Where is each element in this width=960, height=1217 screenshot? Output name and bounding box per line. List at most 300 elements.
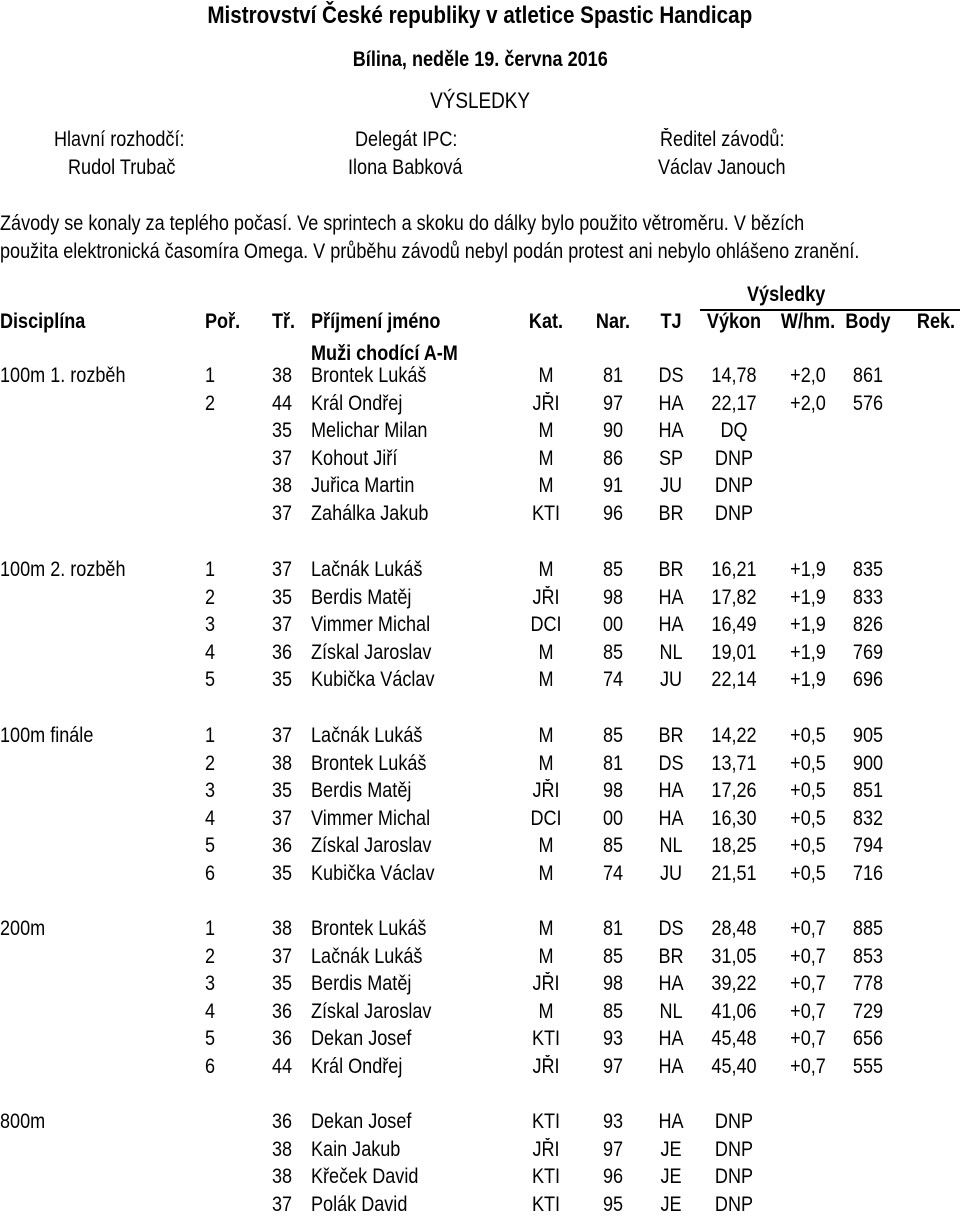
- class-cell: [272, 1165, 295, 1189]
- result-cell: [718, 419, 750, 443]
- result-cell-text: DNP: [714, 1110, 754, 1133]
- points-cell: [850, 558, 885, 582]
- wind-cell-text: +0,7: [790, 1054, 826, 1078]
- col-discipline: [0, 310, 99, 334]
- birth-year-cell: [601, 586, 624, 610]
- result-cell-text: DNP: [714, 1192, 754, 1216]
- points-cell-text: 769: [852, 640, 884, 664]
- official-name: Rudol Trubač: [67, 156, 175, 179]
- athlete-name-cell: [311, 447, 411, 471]
- club-cell-text: HA: [658, 806, 684, 830]
- result-cell: [708, 1000, 761, 1024]
- place-cell-text: 4: [205, 999, 216, 1023]
- wind-cell: [787, 752, 828, 776]
- wind-cell-text: +0,5: [790, 834, 826, 857]
- wind-cell: [787, 862, 828, 886]
- class-cell-text: 36: [272, 640, 293, 664]
- athlete-name-cell-text: Melichar Milan: [311, 419, 428, 442]
- points-cell: [850, 779, 885, 803]
- birth-year-cell: [601, 752, 624, 776]
- class-cell: [272, 392, 295, 416]
- points-cell-text: 832: [852, 806, 884, 830]
- club-cell: [656, 1027, 685, 1051]
- result-cell: [708, 586, 761, 610]
- athlete-name-cell: [311, 752, 445, 776]
- class-cell-text: 38: [272, 917, 293, 940]
- category-cell-text: M: [538, 668, 554, 691]
- result-cell-text: DNP: [714, 1137, 754, 1161]
- result-cell: [708, 917, 761, 941]
- event-date-location: [0, 48, 960, 72]
- wind-cell-text: +2,0: [790, 391, 826, 415]
- class-cell-text: 36: [272, 834, 293, 857]
- place-cell: [205, 807, 217, 831]
- category-cell: [528, 807, 564, 831]
- result-cell: [712, 447, 756, 471]
- category-cell: [530, 1027, 563, 1051]
- points-cell-text: 576: [852, 391, 884, 415]
- discipline-label-text: 200m: [0, 917, 46, 940]
- result-cell-text: DQ: [720, 419, 748, 442]
- athlete-name-cell: [311, 474, 431, 498]
- official-chief-referee: [30, 126, 230, 182]
- birth-year-cell-text: 97: [602, 1137, 624, 1161]
- notes-line-2: [0, 240, 960, 264]
- place-cell-text: 1: [205, 558, 216, 581]
- place-cell-text: 2: [205, 944, 216, 968]
- class-cell-text: 37: [272, 944, 293, 968]
- athlete-name-cell-text: Kubička Václav: [311, 668, 435, 691]
- category-cell-text: KTI: [531, 1192, 561, 1216]
- birth-year-cell-text: 85: [602, 999, 624, 1023]
- points-cell: [850, 834, 885, 858]
- place-cell-text: 6: [205, 861, 216, 885]
- wind-cell-text: +0,7: [790, 1027, 826, 1050]
- result-cell: [708, 668, 761, 692]
- club-cell: [656, 945, 685, 969]
- points-cell-text: 729: [852, 999, 884, 1023]
- athlete-name-cell-text: Brontek Lukáš: [311, 364, 427, 387]
- birth-year-cell-text: 97: [602, 391, 624, 415]
- category-cell: [537, 752, 555, 776]
- points-cell-text: 851: [852, 779, 884, 802]
- official-name: Ilona Babková: [348, 156, 463, 179]
- category-cell: [537, 1000, 555, 1024]
- col-category-text: Kat.: [528, 310, 564, 333]
- birth-year-cell-text: 81: [602, 751, 624, 775]
- points-cell: [850, 862, 885, 886]
- category-cell-text: KTI: [531, 1027, 561, 1050]
- category-cell-text: M: [538, 999, 554, 1023]
- class-cell: [272, 474, 295, 498]
- wind-cell: [787, 724, 828, 748]
- class-cell-text: 38: [272, 474, 293, 497]
- result-cell: [708, 807, 761, 831]
- class-cell-text: 37: [272, 1192, 293, 1216]
- birth-year-cell: [601, 613, 624, 637]
- birth-year-cell: [601, 502, 624, 526]
- athlete-name-cell-text: Získal Jaroslav: [311, 834, 432, 857]
- results-group-header: [747, 283, 838, 307]
- athlete-name-cell-text: Dekan Josef: [311, 1110, 412, 1133]
- club-cell-text: HA: [658, 1027, 684, 1050]
- result-cell: [712, 1165, 756, 1189]
- club-cell-text: JU: [659, 861, 683, 885]
- place-cell-text: 2: [205, 391, 216, 415]
- class-cell-text: 35: [272, 861, 293, 885]
- athlete-name-cell-text: Kohout Jiří: [311, 446, 398, 470]
- athlete-name-cell: [311, 641, 451, 665]
- birth-year-cell-text: 85: [602, 834, 624, 857]
- place-cell: [205, 862, 217, 886]
- class-cell: [272, 917, 295, 941]
- class-cell: [272, 364, 295, 388]
- place-cell-text: 3: [205, 972, 216, 995]
- notes-line-2-text: použita elektronická časomíra Omega. V průběhu závodů nebyl podán protest ani nebylo ohlášeno zranění.: [0, 240, 860, 263]
- club-cell: [656, 392, 685, 416]
- class-cell-text: 38: [272, 1165, 293, 1188]
- result-cell: [708, 1055, 761, 1079]
- club-cell-text: SP: [658, 446, 684, 470]
- category-cell: [528, 613, 564, 637]
- wind-cell: [787, 668, 828, 692]
- place-cell: [205, 1027, 217, 1051]
- result-cell: [708, 752, 761, 776]
- discipline-label: [0, 558, 146, 582]
- category-cell: [537, 917, 555, 941]
- results-heading: [0, 88, 960, 114]
- discipline-label-text: 100m finále: [0, 724, 94, 747]
- class-cell-text: 38: [272, 1137, 293, 1161]
- wind-cell-text: +0,5: [790, 724, 826, 747]
- class-cell-text: 37: [272, 613, 293, 636]
- points-cell-text: 900: [852, 751, 884, 775]
- result-cell-text: 39,22: [711, 972, 757, 995]
- wind-cell-text: +0,7: [790, 917, 826, 940]
- club-cell-text: HA: [658, 1054, 684, 1078]
- class-cell: [272, 1193, 295, 1217]
- wind-cell: [787, 1027, 828, 1051]
- class-cell: [272, 419, 295, 443]
- club-cell-text: BR: [658, 558, 684, 581]
- result-cell-text: DNP: [714, 446, 754, 470]
- category-cell: [537, 724, 555, 748]
- athlete-name-cell: [311, 1000, 451, 1024]
- points-cell: [850, 945, 885, 969]
- birth-year-cell-text: 85: [602, 558, 624, 581]
- points-cell: [850, 586, 885, 610]
- athlete-name-cell: [311, 917, 445, 941]
- col-place-text: Poř.: [205, 310, 241, 333]
- result-cell-text: 22,14: [711, 668, 757, 691]
- club-cell: [656, 558, 685, 582]
- class-cell-text: 35: [272, 419, 293, 442]
- athlete-name-cell-text: Kubička Václav: [311, 861, 435, 885]
- notes-line-1-text: Závody se konaly za teplého počasí. Ve sprintech a skoku do dálky bylo použito větroměru. V bězích: [0, 212, 805, 235]
- discipline-label: [0, 1110, 53, 1134]
- result-cell: [708, 779, 761, 803]
- birth-year-cell-text: 86: [602, 446, 624, 470]
- class-cell-text: 35: [272, 585, 293, 609]
- place-cell: [205, 724, 217, 748]
- place-cell: [205, 779, 217, 803]
- class-cell: [272, 752, 295, 776]
- birth-year-cell: [601, 779, 624, 803]
- discipline-label: [0, 917, 53, 941]
- class-cell-text: 36: [272, 999, 293, 1023]
- club-cell-text: BR: [658, 944, 684, 968]
- category-cell-text: M: [538, 640, 554, 664]
- athlete-name-cell: [311, 364, 445, 388]
- category-cell: [530, 586, 562, 610]
- results-heading-text: VÝSLEDKY: [430, 88, 530, 113]
- result-cell-text: 41,06: [711, 999, 757, 1023]
- wind-cell: [787, 1055, 828, 1079]
- club-cell-text: NL: [659, 640, 683, 664]
- club-cell-text: NL: [659, 834, 683, 857]
- result-cell-text: 16,21: [711, 558, 757, 581]
- birth-year-cell: [601, 1000, 624, 1024]
- club-cell-text: HA: [658, 391, 684, 415]
- wind-cell-text: +2,0: [790, 364, 826, 387]
- birth-year-cell: [601, 972, 624, 996]
- col-class-text: Tř.: [272, 310, 296, 333]
- athlete-name-cell-text: Lačnák Lukáš: [311, 944, 423, 968]
- birth-year-cell: [601, 1193, 624, 1217]
- category-cell: [530, 1165, 563, 1189]
- place-cell: [205, 364, 217, 388]
- birth-year-cell: [601, 392, 624, 416]
- birth-year-cell: [601, 1055, 624, 1079]
- birth-year-cell-text: 85: [602, 640, 624, 664]
- result-cell: [708, 862, 761, 886]
- birth-year-cell: [601, 364, 624, 388]
- points-cell-text: 555: [852, 1054, 884, 1078]
- result-cell-text: DNP: [714, 501, 754, 525]
- result-cell: [712, 474, 756, 498]
- athlete-name-cell-text: Kain Jakub: [311, 1137, 401, 1161]
- birth-year-cell: [601, 1027, 624, 1051]
- result-cell: [708, 364, 761, 388]
- club-cell: [659, 1165, 684, 1189]
- category-cell: [537, 558, 555, 582]
- points-cell: [850, 972, 885, 996]
- club-cell: [658, 641, 685, 665]
- class-cell: [272, 834, 295, 858]
- class-cell-text: 37: [272, 558, 293, 581]
- wind-cell-text: +1,9: [790, 613, 826, 636]
- birth-year-cell-text: 81: [602, 364, 624, 387]
- category-cell: [537, 641, 555, 665]
- athlete-name-cell: [311, 502, 448, 526]
- points-cell: [850, 641, 885, 665]
- place-cell-text: 5: [205, 1027, 216, 1050]
- category-cell: [537, 419, 555, 443]
- birth-year-cell-text: 98: [602, 779, 624, 802]
- event-date-text: Bílina, neděle 19. června 2016: [352, 48, 608, 71]
- wind-cell: [787, 392, 828, 416]
- class-cell: [272, 502, 295, 526]
- category-cell-text: M: [538, 558, 554, 581]
- class-cell-text: 36: [272, 1027, 293, 1050]
- result-cell-text: 16,30: [711, 806, 757, 830]
- wind-cell-text: +1,9: [790, 640, 826, 664]
- category-cell-text: JŘI: [532, 972, 560, 995]
- place-cell-text: 2: [205, 751, 216, 775]
- class-cell: [272, 668, 295, 692]
- birth-year-cell-text: 90: [602, 419, 624, 442]
- points-cell: [850, 917, 885, 941]
- points-cell: [850, 364, 885, 388]
- category-cell-text: M: [538, 834, 554, 857]
- athlete-name-cell: [311, 862, 455, 886]
- athlete-name-cell-text: Brontek Lukáš: [311, 917, 427, 940]
- discipline-label-text: 100m 1. rozběh: [0, 364, 126, 387]
- birth-year-cell: [601, 807, 624, 831]
- birth-year-cell-text: 93: [602, 1027, 624, 1050]
- wind-cell: [787, 779, 828, 803]
- birth-year-cell: [601, 917, 624, 941]
- athlete-name-cell-text: Juřica Martin: [311, 474, 415, 497]
- birth-year-cell: [601, 558, 624, 582]
- birth-year-cell-text: 95: [602, 1192, 624, 1216]
- birth-year-cell: [601, 724, 624, 748]
- points-cell: [850, 1000, 885, 1024]
- place-cell: [205, 641, 217, 665]
- wind-cell: [787, 834, 828, 858]
- club-cell: [658, 834, 685, 858]
- category-cell: [530, 779, 562, 803]
- wind-cell: [787, 917, 828, 941]
- category-cell-text: JŘI: [532, 391, 560, 415]
- category-cell-text: KTI: [531, 1165, 561, 1188]
- club-cell: [656, 1110, 685, 1134]
- club-cell-text: JE: [660, 1137, 682, 1161]
- points-cell-text: 885: [852, 917, 884, 940]
- col-category: [526, 310, 566, 334]
- class-cell: [272, 1000, 295, 1024]
- club-cell-text: NL: [659, 999, 683, 1023]
- athlete-name-cell: [311, 1027, 428, 1051]
- wind-cell-text: +1,9: [790, 558, 826, 581]
- place-cell-text: 3: [205, 779, 216, 802]
- place-cell-text: 1: [205, 724, 216, 747]
- place-cell: [205, 1055, 217, 1079]
- class-cell-text: 38: [272, 751, 293, 775]
- birth-year-cell-text: 98: [602, 972, 624, 995]
- birth-year-cell-text: 74: [602, 861, 624, 885]
- result-cell-text: 22,17: [711, 391, 757, 415]
- wind-cell: [787, 1000, 828, 1024]
- points-cell-text: 853: [852, 944, 884, 968]
- club-cell-text: HA: [658, 972, 684, 995]
- result-cell-text: DNP: [714, 1165, 754, 1188]
- club-cell: [656, 502, 685, 526]
- class-cell: [272, 945, 295, 969]
- place-cell: [205, 668, 217, 692]
- club-cell-text: JE: [660, 1192, 682, 1216]
- col-club: [659, 310, 684, 334]
- result-cell-text: 13,71: [711, 751, 757, 775]
- place-cell-text: 3: [205, 613, 216, 636]
- result-cell: [708, 641, 761, 665]
- points-cell-text: 833: [852, 585, 884, 609]
- birth-year-cell-text: 74: [602, 668, 624, 691]
- birth-year-cell: [601, 862, 624, 886]
- category-cell-text: M: [538, 917, 554, 940]
- athlete-name-cell-text: Polák David: [311, 1192, 408, 1216]
- athlete-name-cell-text: Berdis Matěj: [311, 779, 412, 802]
- place-cell: [205, 1000, 217, 1024]
- discipline-label-text: 800m: [0, 1110, 46, 1133]
- result-cell-text: DNP: [714, 474, 754, 497]
- club-cell-text: JE: [660, 1165, 682, 1188]
- official-role: Delegát IPC:: [355, 128, 458, 151]
- class-cell: [272, 1110, 295, 1134]
- athlete-name-cell: [311, 1193, 423, 1217]
- place-cell-text: 6: [205, 1054, 216, 1078]
- athlete-name-cell: [311, 586, 428, 610]
- category-cell-text: JŘI: [532, 779, 560, 802]
- category-cell-text: M: [538, 364, 554, 387]
- points-cell: [850, 807, 885, 831]
- class-cell-text: 35: [272, 972, 293, 995]
- points-cell: [850, 613, 885, 637]
- athlete-name-cell: [311, 945, 441, 969]
- birth-year-cell-text: 00: [602, 806, 624, 830]
- class-cell-text: 44: [272, 1054, 293, 1078]
- birth-year-cell-text: 91: [602, 474, 624, 497]
- birth-year-cell-text: 96: [602, 501, 624, 525]
- athlete-name-cell: [311, 1165, 436, 1189]
- club-cell: [656, 419, 685, 443]
- result-cell-text: 14,22: [711, 724, 757, 747]
- club-cell: [656, 1055, 685, 1079]
- wind-cell: [787, 807, 828, 831]
- club-cell-text: HA: [658, 1110, 684, 1133]
- athlete-name-cell-text: Lačnák Lukáš: [311, 724, 423, 747]
- club-cell-text: DS: [658, 751, 684, 775]
- class-cell: [272, 613, 295, 637]
- club-cell: [658, 668, 684, 692]
- club-cell: [656, 779, 685, 803]
- class-cell: [272, 586, 295, 610]
- club-cell: [658, 862, 684, 886]
- athlete-name-cell-text: Křeček David: [311, 1165, 419, 1188]
- result-cell-text: 17,26: [711, 779, 757, 802]
- club-cell-text: JU: [659, 474, 683, 497]
- class-cell: [272, 447, 295, 471]
- birth-year-cell-text: 96: [602, 1165, 624, 1188]
- page-title-text: Mistrovství České republiky v atletice Spastic Handicap: [207, 2, 753, 29]
- category-cell: [537, 862, 555, 886]
- place-cell: [205, 834, 217, 858]
- place-cell: [205, 945, 217, 969]
- col-discipline-text: Disciplína: [0, 310, 86, 333]
- birth-year-cell-text: 00: [602, 613, 624, 636]
- birth-year-cell: [601, 1138, 624, 1162]
- athlete-name-cell: [311, 613, 449, 637]
- place-cell-text: 5: [205, 834, 216, 857]
- athlete-name-cell-text: Berdis Matěj: [311, 585, 412, 609]
- category-cell: [537, 834, 555, 858]
- category-label: [311, 342, 482, 366]
- results-group-header-text: Výsledky: [747, 283, 826, 306]
- class-cell: [272, 779, 295, 803]
- category-cell: [530, 1193, 563, 1217]
- birth-year-cell-text: 97: [602, 1054, 624, 1078]
- wind-cell-text: +0,7: [790, 944, 826, 968]
